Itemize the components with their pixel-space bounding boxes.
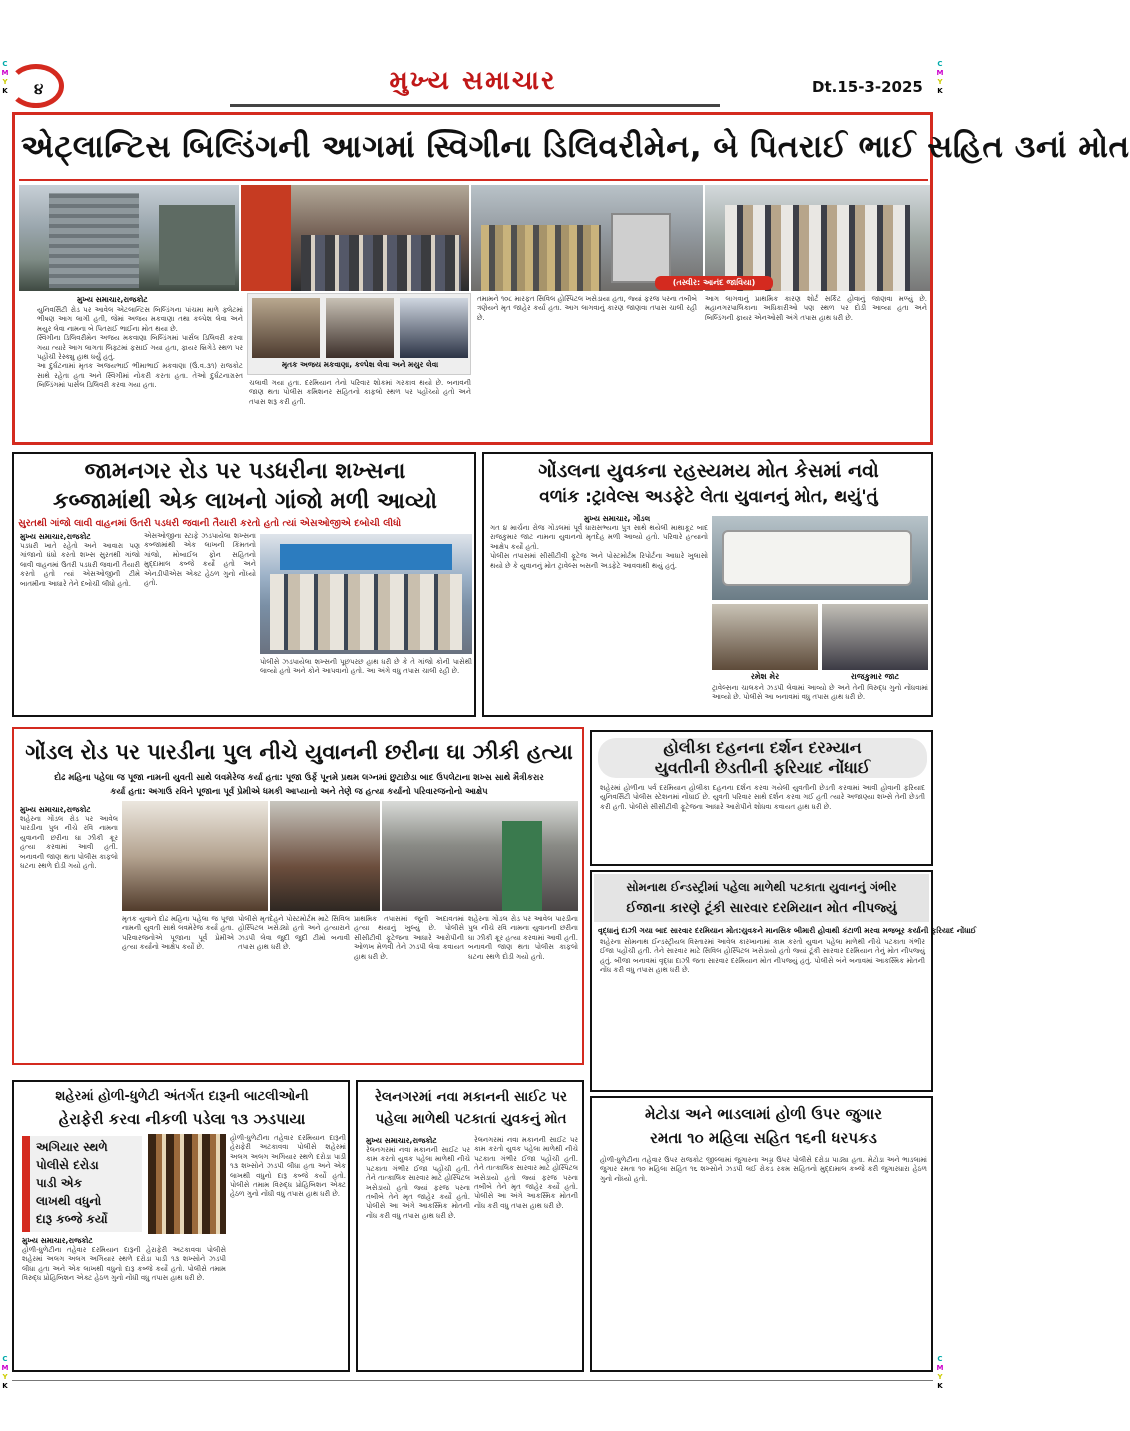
paragraph: શહેરના ગોંડલ રોડ પર આવેલ પારડીના પુલ નીચે રવિ નામના યુવાનની છરીના ઘા ઝીકી ક્રૂર હત્યા કરવામાં આવી હતી. બનાવની જાણ થતા પોલીસ કાફલો ઘટના સ્થળે દોડી ગયો હતો. xyxy=(468,915,578,961)
story-column-2 xyxy=(249,379,471,439)
story-subhead: વૃદ્ધાનું દાઝી ગયા બાદ સારવાર દરમિયાન મોત:યુવકને માનસિક બીમારી હોવાથી કંટાળી મરવા મજબૂર કર્યાની ફરિયાદ નોંધાઈ xyxy=(598,926,977,935)
photo-caption-right: રાજકુમાર જાટ xyxy=(850,672,900,681)
story-column-3 xyxy=(260,658,472,712)
highlight-line-1: અગિયાર સ્થળે xyxy=(36,1140,108,1154)
cmyk-marks-bottom-left xyxy=(1,1355,9,1391)
story-byline: મુખ્ય સમાચાર,રાજકોટ xyxy=(366,1136,437,1145)
story-pardi-murder xyxy=(12,727,584,1065)
story-column-2 xyxy=(712,684,928,714)
victim-ravi-photo xyxy=(270,801,380,911)
story-column-1 xyxy=(20,815,118,1059)
sog-team-photo xyxy=(260,534,472,654)
building-facade xyxy=(49,193,139,288)
paragraph: સ્વિગીના ડિલિવરીમેન અજય મકવાણા બિલ્ડિંગમાં પાર્સલ ડિલિવરી કરવા ગયા ત્યારે આગ લાગતા લિફ્ટમાં ફસાઈ ગયા હતા, ફાયર બ્રિગેડે સ્થળ પર પહોંચી રેસ્ક્યુ હાથ ધર્યું હતું. xyxy=(37,334,243,362)
story-column-4 xyxy=(705,295,927,439)
story-headline-line-2: ઈજાના કારણે ટૂંકી સારવાર દરમિયાન મોત નીપજ્યું xyxy=(626,901,897,916)
cmyk-m: M xyxy=(1,69,9,77)
story-headline-line-1: સોમનાથ ઈન્ડસ્ટ્રીમાં પહેલા માળેથી પટકાતા યુવાનનું ગંભીર xyxy=(626,880,897,894)
family-members-photo xyxy=(382,801,578,911)
crowd-photo xyxy=(241,185,469,291)
story-headline-line-2: પહેલા માળેથી પટકાતાં યુવકનું મોત xyxy=(375,1111,567,1127)
paragraph: પ્રાથમિક તપાસમાં જૂની અદાવતમાં હત્યા થયાનું ખુલ્યું છે. પોલીસે સીસીટીવી ફૂટેજના આધારે આરોપીની ઓળખ મેળવી તેને ઝડપી લેવા કવાયત હાથ ધરી છે. xyxy=(354,915,464,961)
cmyk-k: K xyxy=(2,1382,8,1390)
paragraph: મૃતક યુવાને દોઢ મહિના પહેલા જ પૂજા નામની યુવતી સાથે લવમેરેજ કર્યા હતા. પરિવારજનોએ પૂજાના પૂર્વ પ્રેમીએ હત્યા કર્યાનો આક્ષેપ કર્યો છે. xyxy=(122,915,234,952)
paragraph: પોલીસ તપાસમાં સીસીટીવી ફૂટેજ અને પોસ્ટમોર્ટમ રિપોર્ટના આધારે ખુલાસો થયો છે કે યુવાનનું મોત ટ્રાવેલ્સ બસની અડફેટે આવવાથી થયું હતું. xyxy=(490,552,708,570)
story-headline-line-2: વળાંક :ટ્રાવેલ્સ અડફેટે લેતા યુવાનનું મોત, થયું'તું xyxy=(539,487,878,507)
photo-credit: (તસ્વીર: આનંદ જાવિયા) xyxy=(655,276,773,290)
story-column-1: હોળી-ધુળેટીના તહેવાર દરમિયાન દારૂની હેરાફેરી અટકાવવા પોલીસે શહેરમાં અલગ અલગ અગિયાર સ્થળે દરોડા પાડી ૧૩ શખ્સોને ઝડપી લીધા હતા અને એક લાખથી વધુનો દારૂ કબ્જે કર્યો હતો. પોલીસે તમામ વિરુદ્ધ પ્રોહિબિશન એક્ટ હેઠળ ગુનો નોંધી વધુ તપાસ હાથ ધરી છે. xyxy=(22,1246,226,1283)
story-byline: મુખ્ય સમાચાર,રાજકોટ xyxy=(22,1236,93,1245)
story-column-1 xyxy=(490,524,708,712)
cmyk-marks-bottom-right xyxy=(936,1355,944,1391)
story-relnagar-fall xyxy=(356,1080,584,1372)
cmyk-m: M xyxy=(936,1364,944,1372)
paragraph: ટ્રાવેલ્સના ચાલકને ઝડપી લેવામાં આવ્યો છે અને તેની વિરુદ્ધ ગુનો નોંધવામાં આવ્યો છે. પોલીસે આ બનાવમાં વધુ તપાસ હાથ ધરી છે. xyxy=(712,684,928,702)
paragraph: પોલીસે મૃતદેહને પોસ્ટમોર્ટમ માટે સિવિલ હોસ્પિટલ ખસેડ્યો હતો અને હત્યારાને ઝડપી લેવા જુદી જુદી ટીમો બનાવી તપાસ હાથ ધરી છે. xyxy=(238,915,350,952)
story-column-5 xyxy=(468,915,578,1059)
bus xyxy=(722,530,912,586)
story-body: હોળી-ધુળેટીના તહેવાર ઉપર રાજકોટ જીલ્લામાં જુગારના અડ્ડા ઉપર પોલીસે દરોડા પાડ્યા હતા. મેટોડા અને ભાડલામાં જુગાર રમતા ૧૦ મહિલા સહિત ૧૬ શખ્સોને ઝડપી લઈ રોકડ રકમ સહિતનો મુદ્દામાલ કબ્જે કરી જુગારધારા હેઠળ ગુનો નોંધ્યો હતો. xyxy=(600,1156,927,1183)
paragraph: આગ લાગવાનું પ્રાથમિક કારણ શોર્ટ સર્કિટ હોવાનું જાણવા મળ્યું છે. મહાનગરપાલિકાના અધિકારીઓ પણ સ્થળ પર દોડી આવ્યા હતા અને બિલ્ડિંગની ફાયર એનઓસી અંગે તપાસ હાથ ધરી છે. xyxy=(705,295,927,322)
paragraph: ગત ૪ માર્ચના રોજ ગોંડલમાં પૂર્વ ધારાસભ્યના પુત્ર સાથે થયેલી માથાકૂટ બાદ રાજકુમાર જાટ નામના યુવાનનો મૃતદેહ મળી આવ્યો હતો. પરિવારે હત્યાનો આક્ષેપ કર્યો હતો. xyxy=(490,524,708,551)
cmyk-y: Y xyxy=(2,78,8,86)
fire-building-photo xyxy=(19,185,239,291)
cmyk-y: Y xyxy=(937,1373,943,1381)
building-tree xyxy=(159,205,235,285)
cmyk-c: C xyxy=(2,60,8,68)
story-headline-line-1: શહેરમાં હોળી-ધુળેટી અંતર્ગત દારૂની બાટલીઓની xyxy=(55,1089,309,1104)
edition-date: Dt.15-3-2025 xyxy=(812,78,923,96)
story-byline: મુખ્ય સમાચાર,રાજકોટ xyxy=(20,532,91,541)
story-subhead: સુરતથી ગાંજો લાવી વાહનમાં ઉતરી પડધરી જવાની તૈયારી કરતો હતો ત્યાં એસઓજીએ દબોચી લીધો xyxy=(18,518,402,529)
liquor-bottles-photo xyxy=(148,1134,226,1234)
story-column-3 xyxy=(238,915,350,1059)
story-column-1: રેલનગરમાં નવા મકાનની સાઈટ પર કામ કરતો યુવક પહેલા માળેથી નીચે પટકાતા ગંભીર ઈજા પહોંચી હતી. તેને તાત્કાલિક સારવાર માટે હોસ્પિટલ ખસેડાયો હતો જ્યાં ફરજ પરના તબીબે તેને મૃત જાહેર કર્યો હતો. પોલીસે આ અંગે આકસ્મિક મોતની નોંધ કરી વધુ તપાસ હાથ ધરી છે. xyxy=(366,1146,470,1220)
paragraph: તમામને ૧૦૮ મારફત સિવિલ હોસ્પિટલ ખસેડાયા હતા, જ્યાં ફરજ પરના તબીબે ત્રણેયને મૃત જાહેર કર્યા હતા. આગ લાગવાનું કારણ જાણવા તપાસ ચાલી રહી છે. xyxy=(477,295,697,322)
cmyk-m: M xyxy=(1,1364,9,1372)
story-somnath-industry xyxy=(590,870,977,1092)
story-column-2: હોળી-ધુળેટીના તહેવાર દરમિયાન દારૂની હેરાફેરી અટકાવવા પોલીસે શહેરમાં અલગ અલગ અગિયાર સ્થળે દરોડા પાડી ૧૩ શખ્સોને ઝડપી લીધા હતા અને એક લાખથી વધુનો દારૂ કબ્જે કર્યો હતો. પોલીસે તમામ વિરુદ્ધ પ્રોહિબિશન એક્ટ હેઠળ ગુનો નોંધી વધુ તપાસ હાથ ધરી છે. xyxy=(230,1134,346,1199)
victim-3-photo xyxy=(400,298,468,358)
paragraph: એસઓજીના સ્ટાફે ઝડપાયેલા શખ્સના કબ્જામાંથી એક લાખની કિંમતનો ગાંજો, મોબાઈલ ફોન સહિતનો મુદ્દામાલ કબ્જે કર્યો હતો અને એનડીપીએસ એક્ટ હેઠળ ગુનો નોંધ્યો હતો. xyxy=(144,532,256,588)
fire-truck xyxy=(241,185,291,291)
story-byline: મુખ્ય સમાચાર,રાજકોટ xyxy=(20,805,91,814)
page-number-badge xyxy=(8,64,68,108)
victim-1-photo xyxy=(252,298,320,358)
headline-divider xyxy=(19,179,928,181)
cmyk-marks-top-right xyxy=(936,60,944,96)
crowd xyxy=(301,235,461,291)
story-gondal-youth-death xyxy=(482,452,933,717)
team-members xyxy=(270,574,462,650)
story-subhead-line-1: દોઢ મહિના પહેલા જ પૂજા નામની યુવતી સાથે લવમેરેજ કર્યા હતા: પૂજા ઉર્ફે પૂનમે પ્રથમ લગ્નમાં છુટાછેડા બાદ ઉપલેટાના શખ્સ સાથે મૈત્રીકરાર xyxy=(54,773,544,783)
victims-photo-strip xyxy=(247,293,471,375)
highlight-line-4: લાખથી વધુનો xyxy=(36,1194,102,1208)
paragraph: પોલીસે ઝડપાયેલા શખ્સની પૂછપરછ હાથ ધરી છે કે તે ગાંજો કોની પાસેથી લાવ્યો હતો અને કોને આપવાનો હતો. આ અંગે વધુ તપાસ ચાલી રહી છે. xyxy=(260,658,472,676)
story-column-4 xyxy=(354,915,464,1059)
page-bottom-rule xyxy=(12,1380,933,1381)
highlight-line-5: દારૂ કબ્જે કર્યો xyxy=(36,1212,108,1226)
story-byline: મુખ્ય સમાચાર, ગોંડલ xyxy=(584,514,651,523)
paragraph: ચલાવી ગયા હતા. દરમિયાન તેનો પરિવાર શોકમાં ગરકાવ થયો છે. બનાવની જાણ થતા પોલીસ કમિશનર સહિતનો કાફલો સ્થળ પર પહોંચ્યો હતો અને તપાસ શરૂ કરી હતી. xyxy=(249,379,471,406)
cmyk-c: C xyxy=(937,60,943,68)
highlight-bar xyxy=(22,1136,30,1232)
cmyk-k: K xyxy=(937,87,943,95)
story-column-3 xyxy=(477,295,697,439)
cmyk-y: Y xyxy=(937,78,943,86)
cmyk-k: K xyxy=(937,1382,943,1390)
story-headline-line-1: ગોંડલના યુવકના રહસ્યમય મોત કેસમાં નવો xyxy=(538,460,879,482)
story-atlantis-fire xyxy=(12,112,1130,445)
paragraph: યુનિવર્સિટી રોડ પર આવેલ એટલાન્ટિસ બિલ્ડિંગના પાંચમા માળે ફ્લેટમાં ભીષણ આગ લાગી હતી, જેમાં અજય મકવાણા તથા કલ્પેશ લેવા અને મયુર લેવા નામના બે પિતરાઈ ભાઈના મોત થયા છે. xyxy=(37,306,243,333)
paragraph: શહેરના ગોંડલ રોડ પર આવેલ પારડીના પુલ નીચે રવિ નામના યુવાનની છરીના ઘા ઝીકી ક્રૂર હત્યા કરવામાં આવી હતી. બનાવની જાણ થતા પોલીસ કાફલો ઘટના સ્થળે દોડી ગયો હતો. xyxy=(20,815,118,871)
paragraph: આ દુર્ઘટનામાં મૃતક અજયભાઈ ભીમાભાઈ મકવાણા (ઉં.વ.૩૧) રાજકોટ સાથે રહેતા હતા અને સ્વિગીમાં નોકરી કરતા હતા. તેઓ દુર્ઘટનાગ્રસ્ત બિલ્ડિંગમાં પાર્સલ ડિલિવરી કરવા ગયા હતા. xyxy=(37,362,243,390)
page-number: ૪ xyxy=(34,80,44,98)
highlight-line-3: પાડી એક xyxy=(36,1176,83,1190)
story-holika-harassment xyxy=(590,730,933,866)
story-column-2 xyxy=(122,915,234,1059)
story-body: શહેરના સોમનાથ ઈન્ડસ્ટ્રીયલ વિસ્તારમાં આવેલ કારખાનામાં કામ કરતો યુવાન પહેલા માળેથી નીચે પટકાતા ગંભીર ઈજા પહોંચી હતી. તેને સારવાર માટે સિવિલ હોસ્પિટલ ખસેડાયો હતો જ્યાં ટૂંકી સારવાર દરમિયાન તેનું મોત નીપજ્યું હતું. બીજા બનાવમાં વૃદ્ધા દાઝી જતા સારવાર દરમિયાન મોત નીપજ્યું હતું. પોલીસે બંને બનાવમાં આકસ્મિક મોતની નોંધ કરી વધુ તપાસ હાથ ધરી છે. xyxy=(600,938,925,975)
story-body: શહેરમાં હોળીના પર્વ દરમિયાન હોલીકા દહનના દર્શન કરવા ગયેલી યુવતીની છેડતી કરવામાં આવી હોવાની ફરિયાદ યુનિવર્સિટી પોલીસ સ્ટેશનમાં નોંધાઈ છે. યુવતી પરિવાર સાથે દર્શન કરવા ગઈ હતી ત્યારે અજાણ્યા શખ્સે તેની છેડતી કરી હતી. પોલીસે સીસીટીવી ફૂટેજના આધારે આરોપીને શોધવા કવાયત હાથ ધરી છે. xyxy=(600,784,925,811)
sog-banner xyxy=(280,544,452,570)
cmyk-k: K xyxy=(2,87,8,95)
ramesh-mer-photo xyxy=(712,604,818,670)
cmyk-m: M xyxy=(936,69,944,77)
story-headline-line-2: કબ્જામાંથી એક લાખનો ગાંજો મળી આવ્યો xyxy=(53,489,437,514)
victim-body-photo xyxy=(122,801,268,911)
van xyxy=(611,213,671,283)
bus-photo xyxy=(712,516,928,600)
masthead-underline xyxy=(230,104,720,107)
story-subhead-line-2: કર્યા હતા: અગાઉ રવિને પૂજાના પૂર્વ પ્રેમીએ ધમકી આપ્યાનો અને તેણે જ હત્યા કર્યાનો પરિવારજનોનો આક્ષેપ xyxy=(110,787,488,797)
victims-caption: મૃતક અજય મકવાણા, કલ્પેશ લેવા અને મયુર લેવા xyxy=(281,360,439,369)
story-column-1 xyxy=(37,306,243,438)
police-officers xyxy=(481,225,601,291)
section-masthead: મુખ્ય સમાચાર xyxy=(389,66,557,96)
story-metoda-gambling xyxy=(590,1096,933,1372)
highlight-line-2: પોલીસે દરોડા xyxy=(36,1158,99,1172)
story-headline-line-1: હોલીકા દહનના દર્શન દરમ્યાન xyxy=(663,738,862,757)
story-column-2: રેલનગરમાં નવા મકાનની સાઈટ પર કામ કરતો યુવક પહેલા માળેથી નીચે પટકાતા ગંભીર ઈજા પહોંચી હતી. તેને તાત્કાલિક સારવાર માટે હોસ્પિટલ ખસેડાયો હતો જ્યાં ફરજ પરના તબીબે તેને મૃત જાહેર કર્યો હતો. પોલીસે આ અંગે આકસ્મિક મોતની નોંધ કરી વધુ તપાસ હાથ ધરી છે. xyxy=(474,1136,578,1210)
story-liquor-seizure xyxy=(12,1080,350,1372)
story-headline-line-1: મેટોડા અને ભાડલામાં હોળી ઉપર જુગાર xyxy=(644,1105,883,1123)
story-headline: ગોંડલ રોડ પર પારડીના પુલ નીચે યુવાનની છરીના ઘા ઝીકી હત્યા xyxy=(25,740,573,764)
story-headline-line-2: યુવતીની છેડતીની ફરિયાદ નોંધાઈ xyxy=(654,758,871,777)
story-headline-line-1: જામનગર રોડ પર પડધરીના શખ્સના xyxy=(84,459,406,484)
photo-caption-left: રમેશ મેર xyxy=(750,672,780,681)
woman-green-saree xyxy=(502,821,542,911)
story-column-2 xyxy=(144,532,256,712)
story-byline: મુખ્ય સમાચાર,રાજકોટ xyxy=(77,295,148,304)
victim-2-photo xyxy=(326,298,394,358)
rajkumar-jat-photo xyxy=(822,604,928,670)
cmyk-y: Y xyxy=(2,1373,8,1381)
story-headline-line-2: હેરાફેરી કરવા નીકળી પડેલા ૧૩ ઝડપાયા xyxy=(58,1110,306,1128)
cmyk-c: C xyxy=(937,1355,943,1363)
paragraph: પડધરી ખાતે રહેતો અને આવારા પણ ગાંજાનો ધંધો કરતો શખ્સ સુરતથી ગાંજો લાવી વાહનમાં ઉતરી પડધરી જવાની તૈયારી કરતો હતો ત્યાં એસઓજીની ટીમે બાતમીના આધારે તેને દબોચી લીધો હતો. xyxy=(20,542,140,588)
story-headline-line-2: રમતા ૧૦ મહિલા સહિત ૧૬ની ધરપકડ xyxy=(650,1129,877,1147)
cmyk-c: C xyxy=(2,1355,8,1363)
story-column-1 xyxy=(20,542,140,712)
story-headline: એટ્લાન્ટિસ બિલ્ડિંગની આગમાં સ્વિગીના ડિલિવરીમેન, બે પિતરાઈ ભાઈ સહિત ૩નાં મોત xyxy=(21,129,1130,165)
highlight-box xyxy=(22,1136,142,1232)
story-headline-line-1: રેલનગરમાં નવા મકાનની સાઈટ પર xyxy=(374,1089,568,1105)
story-ganja-seizure xyxy=(12,452,476,717)
